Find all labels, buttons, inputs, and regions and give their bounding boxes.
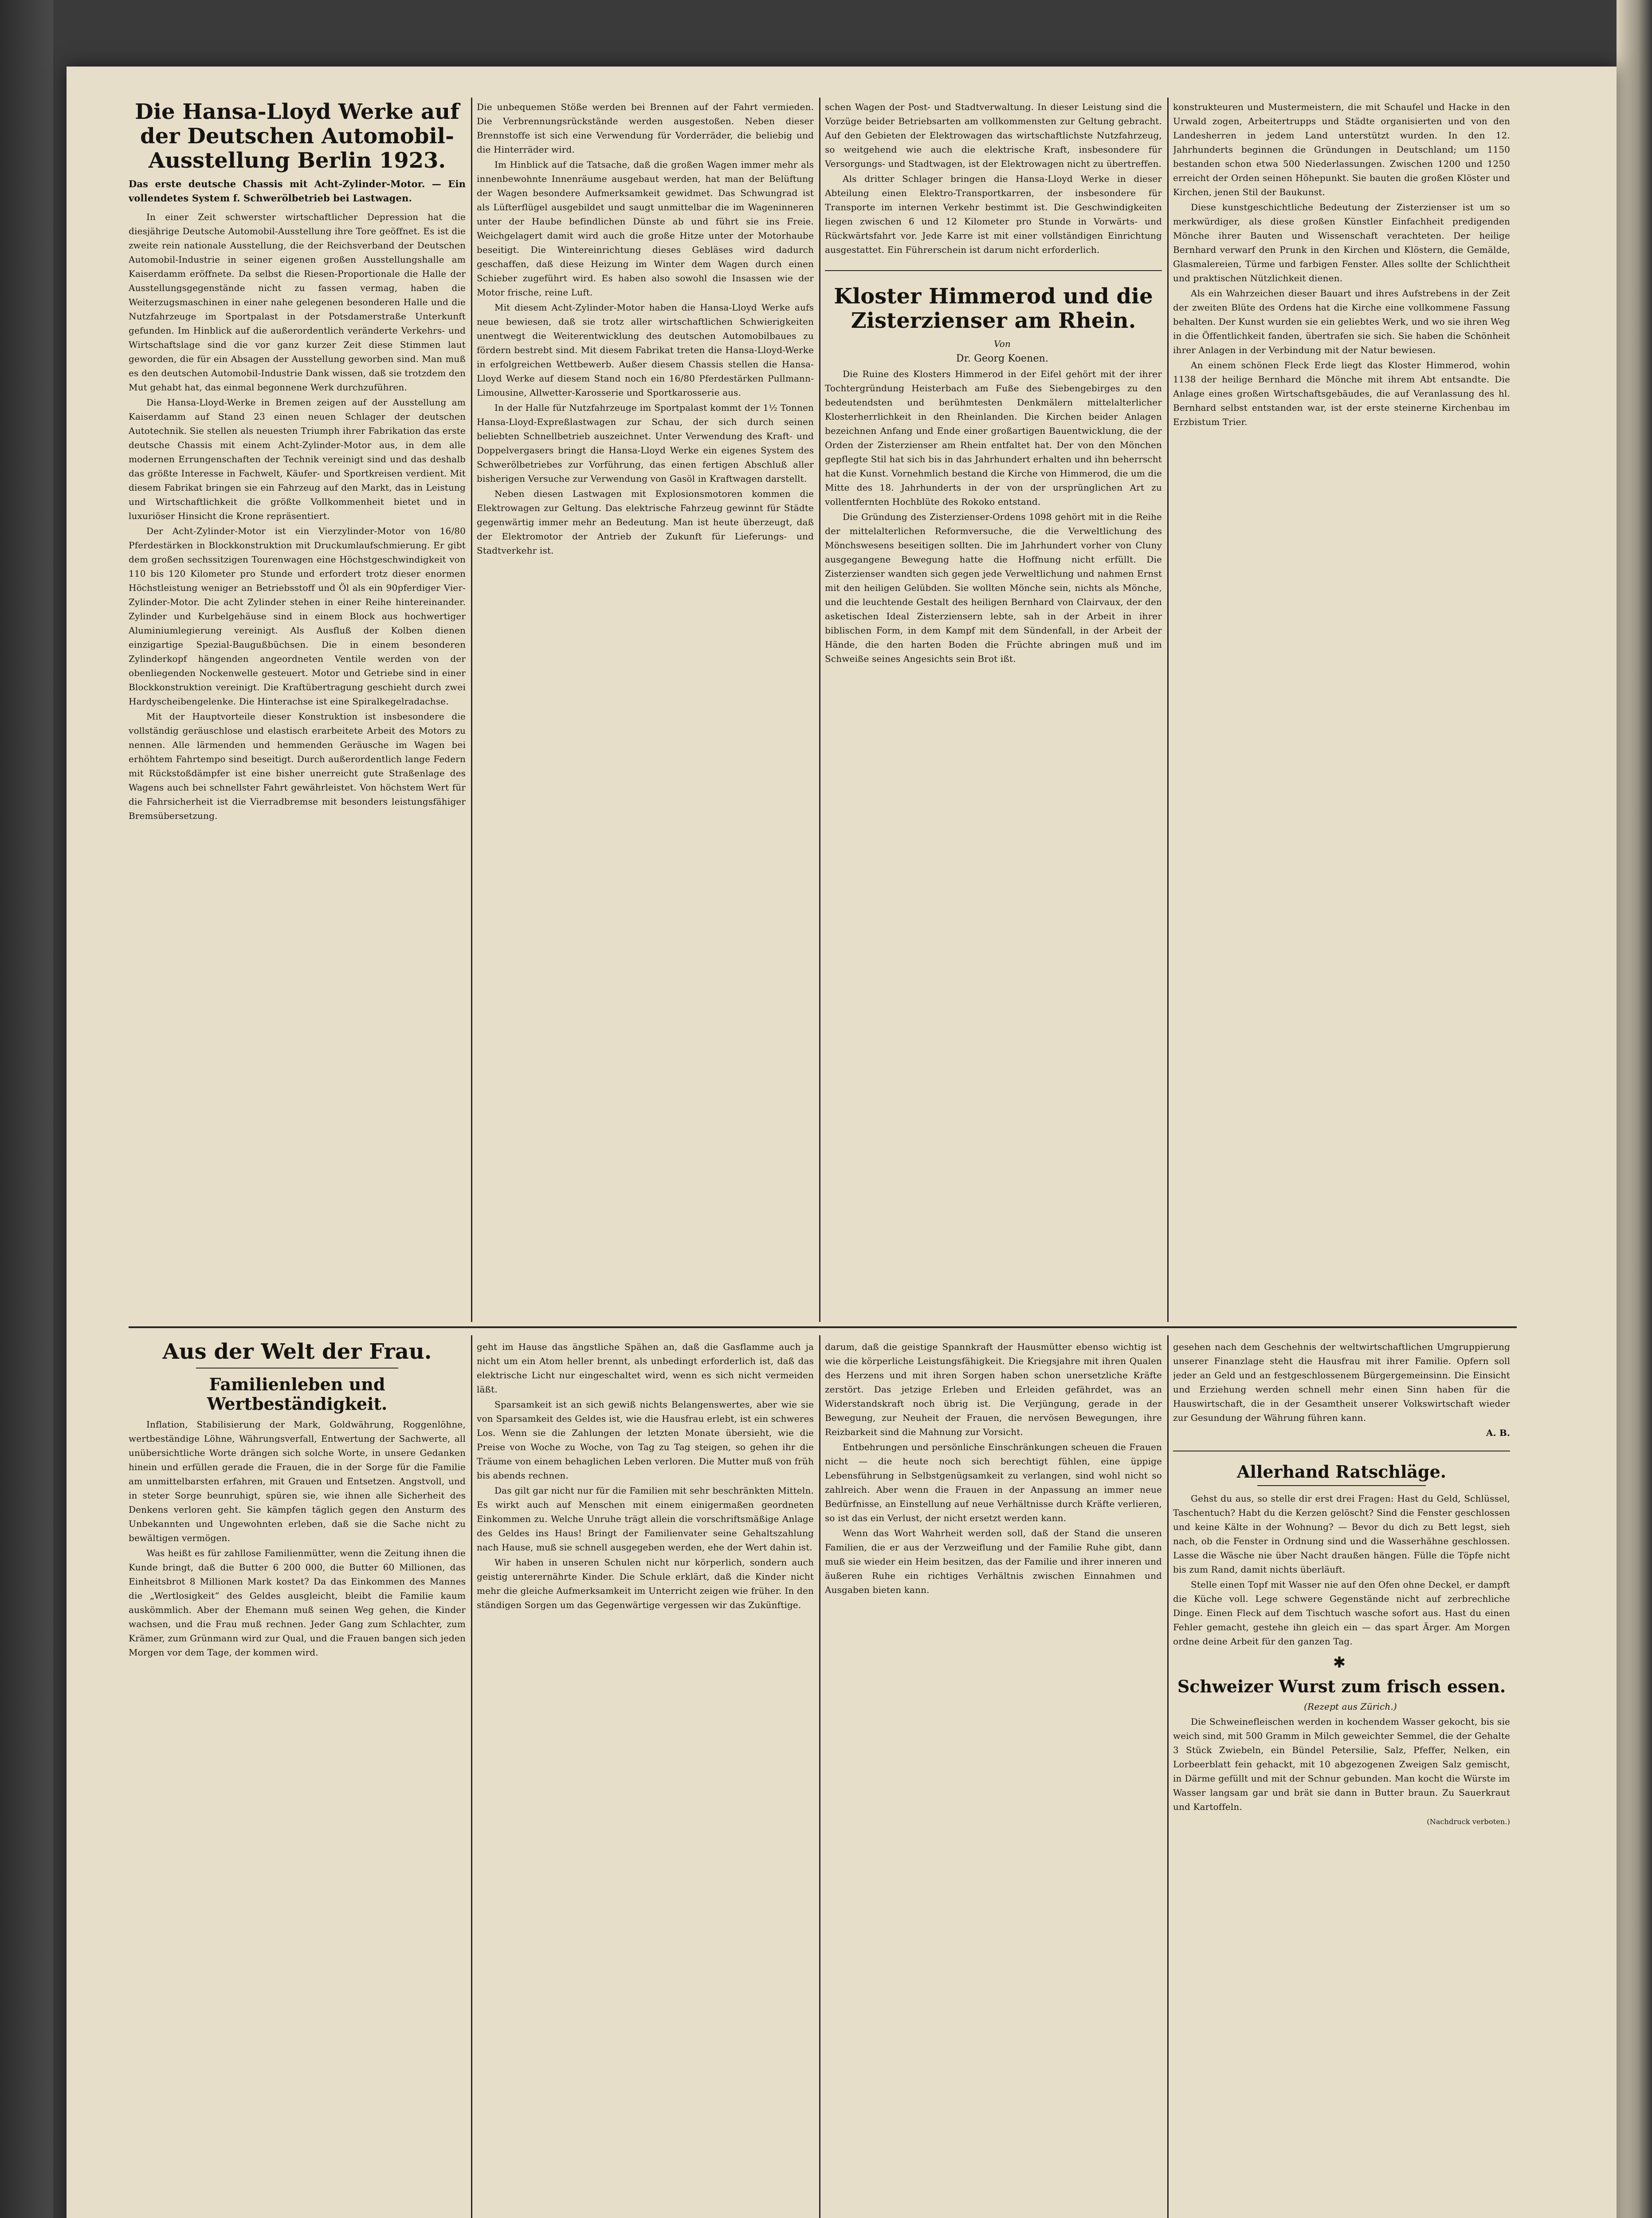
article-hansa-lloyd (129, 100, 466, 1315)
ornament-divider: ✱ (1333, 1653, 1350, 1671)
article-hansa-lloyd-continued (477, 100, 814, 1315)
article-column-3 (825, 100, 1162, 1315)
paragraph: Die Ruine des Klosters Himmerod in der Eifel gehört mit der ihrer Tochtergründung Heisterbach am Fuße des Siebengebirges zu den bedeutendsten und berühmtesten Denkmälern mittelalterlicher Klosterherrlichkeit in den Rheinlanden. Die Kirchen beider Anlagen bezeichnen Anfang und Ende einer großartigen Bauentwicklung, die der Orden der Zisterzienser am Rhein entfaltet hat. Der von den Mönchen gepflegte Stil hat sich bis in das Jahrhundert erhalten und ihn beherrscht hat die Kunst. Vornehmlich bestand die Kirche von Himmerod, die um die Mitte des 18. Jahrhunderts in der von der ursprünglichen Art zu vollentfernten Hochblüte des Rokoko entstand. (825, 369, 1162, 507)
paragraph: Die Schweinefleischen werden in kochendem Wasser gekocht, bis sie weich sind, mit 500 Gramm in Milch geweichter Semmel, die der Gehalte 3 Stück Zwiebeln, ein Bündel Petersilie, Salz, Pfeffer, Nelken, ein Lorbeerblatt fein gehackt, mit 10 abgezogenen Zweigen Salz gemischt, in Därme gefüllt und mit der Schnur gebunden. Man kocht die Würste im Wasser langsam gar und brät sie dann in Butter braun. Zu Sauerkraut und Kartoffeln. (1173, 1716, 1510, 1813)
column-rule (1167, 1335, 1169, 2218)
paragraph: Als dritter Schlager bringen die Hansa-Lloyd Werke in dieser Abteilung einen Elektro-Transportkarren, der insbesondere für Transporte im internen Verkehr bestimmt ist. Die Geschwindigkeiten liegen zwischen 6 und 12 Kilometer pro Stunde in Vorwärts- und Rückwärtsfahrt vor. Jede Karre ist mit einer vollständigen Einrichtung ausgestattet. Ein Führerschein ist darum nicht erforderlich. (825, 173, 1162, 255)
paragraph: An einem schönen Fleck Erde liegt das Kloster Himmerod, wohin 1138 der heilige Bernhard die Mönche mit ihrem Abt entsandte. Die Anlage eines großen Wirtschaftsgebäudes, die auf Veranlassung des hl. Bernhard selbst entstanden war, ist der erste steinerne Kirchenbau im Erzbistum Trier. (1173, 360, 1510, 427)
paragraph: Stelle einen Topf mit Wasser nie auf den Ofen ohne Deckel, er dampft die Küche voll. Lege schwere Gegenstände nicht auf zerbrechliche Dinge. Einen Fleck auf dem Tischtuch wasche sofort aus. Hast du einen Fehler gemacht, gestehe ihn gleich ein — das spart Ärger. Am Morgen ordne deine Arbeit für den ganzen Tag. (1173, 1579, 1510, 1647)
headline-familienleben: Familienleben und Wertbeständigkeit. (207, 1374, 388, 1414)
headline-schweizer-wurst: Schweizer Wurst zum frisch essen. (1177, 1676, 1506, 1696)
paragraph: Die Hansa-Lloyd-Werke in Bremen zeigen auf der Ausstellung am Kaiserdamm auf Stand 23 einen neuen Schlager der deutschen Autotechnik. Sie stellen als neuesten Triumph ihrer Fabrikation das erste deutsche Chassis mit einem Acht-Zylinder-Motor aus, in dem alle modernen Errungenschaften der Technik vereinigt sind und das deshalb das größte Interesse in Fachwelt, Käufer- und Sportkreisen verdient. Mit diesem Fabrikat bringen sie ein Fahrzeug auf den Markt, das in Leistung und Wirtschaftlichkeit die größte Vollkommenheit bietet und in luxuriöser Hinsicht die Krone repräsentiert. (129, 397, 466, 521)
recipe-origin: (Rezept aus Zürich.) (1304, 1701, 1397, 1712)
newspaper-page (67, 67, 1617, 2218)
section-rule (129, 1326, 1517, 1328)
title-underline (196, 1368, 398, 1369)
title-underline (1257, 1485, 1426, 1486)
headline-allerhand-ratschlaege: Allerhand Ratschläge. (1236, 1462, 1447, 1482)
lead-hansa-lloyd: Das erste deutsche Chassis mit Acht-Zylinder-Motor. — Ein vollendetes System f. Schwerölbetrieb bei Lastwagen. (129, 178, 466, 204)
article-separator (825, 270, 1162, 271)
paragraph: Als ein Wahrzeichen dieser Bauart und ihres Aufstrebens in der Zeit der zweiten Blüte des Ordens hat die Kirche eine vollkommene Fassung behalten. Der Kunst wurden sie ein geliebtes Werk, und wo sie ihren Weg in die Öffentlichkeit fanden, übertrafen sie sich. Sie haben die Schönheit ihrer Anlagen in der Verbindung mit der Natur bewiesen. (1173, 288, 1510, 355)
paragraph: Wir haben in unseren Schulen nicht nur körperlich, sondern auch geistig unterernährte Kinder. Die Schule erklärt, daß die Kinder nicht mehr die gleiche Aufmerksamkeit im Unterricht zeigen wie früher. In den ständigen Sorgen um das Gegenwärtige vergessen wir das Zukünftige. (477, 1557, 814, 1610)
article-familienleben-continued (477, 1340, 814, 2218)
paragraph: Mit diesem Acht-Zylinder-Motor haben die Hansa-Lloyd Werke aufs neue bewiesen, daß sie trotz aller wirtschaftlichen Schwierigkeiten unentwegt die Weiterentwicklung des deutschen Automobilbaues zu fördern bestrebt sind. Mit diesem Fabrikat treten die Hansa-Lloyd-Werke in erfolgreichen Wettbewerb. Außer diesem Chassis stellen die Hansa-Lloyd Werke auf diesem Stand noch ein 16/80 Pferdestärken Pullmann-Limousine, Allwetter-Karosserie und Sportkarosserie aus. (477, 302, 814, 398)
paragraph: darum, daß die geistige Spannkraft der Hausmütter ebenso wichtig ist wie die körperliche Leistungsfähigkeit. Die Kriegsjahre mit ihren Qualen des Herzens und mit ihren Sorgen haben schon unersetzliche Kräfte zerstört. Das jetzige Erleben und Erleiden gefährdet, was an Widerstandskraft noch übrig ist. Die Verjüngung, gerade in der Bewegung, zur Neuheit der Frauen, die nervösen Bewegungen, ihre Reizbarkeit sind die Mahnung zur Vorsicht. (825, 1341, 1162, 1437)
paragraph: Was heißt es für zahllose Familienmütter, wenn die Zeitung ihnen die Kunde bringt, daß die Butter 6 200 000, die Butter 60 Millionen, das Einheitsbrot 8 Millionen Mark kostet? Da das Einkommen des Mannes die „Wertlosigkeit“ des Geldes ausgleicht, bleibt die Familie kaum auskömmlich. Aber der Ehemann muß seinen Weg gehen, die Kinder wachsen, und die Frau muß rechnen. Jeder Gang zum Schlachter, zum Krämer, zum Grünmann wird zur Qual, und die Frauen bangen sich jeden Morgen vor dem Tage, der kommen wird. (129, 1547, 466, 1658)
column-rule (471, 98, 472, 1322)
article-familienleben (129, 1340, 466, 2218)
paragraph: In einer Zeit schwerster wirtschaftlicher Depression hat die diesjährige Deutsche Automobil-Ausstellung ihre Tore geöffnet. Es ist die zweite rein nationale Ausstellung, die der Reichsverband der Deutschen Automobil-Industrie in seiner eigenen großen Ausstellungshalle am Kaiserdamm eröffnete. Da selbst die Riesen-Proportionale die Halle der Ausstellungsgegenstände nicht zu fassen vermag, haben die Weiterzugsmaschinen in einer nahe gelegenen besonderen Halle und die Nutzfahrzeuge im Sportpalast in der Potsdamerstraße Unterkunft gefunden. Im Hinblick auf die außerordentlich veränderte Verkehrs- und Wirtschaftslage sind die vor ganz kurzer Zeit diese Stimmen laut geworden, die für ein Absagen der Ausstellung geworben sind. Man muß es den deutschen Automobil-Industrie Dank wissen, daß sie trotzdem den Mut gehabt hat, das einmal begonnene Werk durchzuführen. (129, 211, 466, 393)
paragraph: konstrukteuren und Mustermeistern, die mit Schaufel und Hacke in den Urwald zogen, Arbeitertrupps und Städte organisierten und von den Landesherren in jedem Land unterstützt wurden. In den 12. Jahrhunderts beginnen die Gründungen in Deutschland; um 1150 bestanden schon etwa 500 Niederlassungen. Zwischen 1200 und 1250 erreicht der Orden seinen Höhepunkt. Sie bauten die großen Klöster und Kirchen, jenen Stil der Baukunst. (1173, 102, 1510, 197)
paragraph: Das gilt gar nicht nur für die Familien mit sehr beschränkten Mitteln. Es wirkt auch auf Menschen mit einem einigermaßen geordneten Einkommen zu. Welche Unruhe trägt allein die vorschriftsmäßige Anlage des Geldes ins Haus! Bringt der Familienvater seine Gehaltszahlung nach Hause, muß sie schnell ausgegeben werden, ehe der Wert dahin ist. (477, 1485, 814, 1553)
paragraph: Der Acht-Zylinder-Motor ist ein Vierzylinder-Motor von 16/80 Pferdestärken in Blockkonstruktion mit Druckumlaufschmierung. Er gibt dem großen sechssitzigen Tourenwagen eine Höchstgeschwindigkeit von 110 bis 120 Kilometer pro Stunde und erfordert trotz dieser enormen Höchstleistung weniger an Betriebsstoff und Öl als ein 90pferdiger Vier-Zylinder-Motor. Die acht Zylinder stehen in einer Reihe hintereinander. Zylinder und Kurbelgehäuse sind in einem Block aus hochwertiger Aluminiumlegierung vereinigt. Als Ausfluß der Kolben dienen einzigartige Spezial-Baugußbüchsen. Die in einem besonderen Zylinderkopf hängenden angeordneten Ventile werden von der obenliegenden Nockenwelle gesteuert. Motor und Getriebe sind in einer Blockkonstruktion vereinigt. Die Kraftübertragung geschieht durch zwei Hardyscheibengelenke. Die Hinterachse ist eine Spiralkegelradachse. (129, 525, 466, 707)
paragraph: Entbehrungen und persönliche Einschränkungen scheuen die Frauen nicht — die heute noch sich berechtigt fühlen, eine üppige Lebensführung in Selbstgenügsamkeit zu verlangen, sind wohl nicht so zahlreich. Aber wenn die Frauen in der Anpassung an immer neue Bedürfnisse, an Einstellung auf neue Verhältnisse durch Kräfte verlieren, so ist das ein Verlust, der nicht ersetzt werden kann. (825, 1442, 1162, 1523)
column-rule (819, 98, 820, 1322)
paragraph: gesehen nach dem Geschehnis der weltwirtschaftlichen Umgruppierung unserer Finanzlage steht die Hausfrau mit ihrer Familie. Opfern soll jeder an Geld und an festgeschlossenem Bürgergemeinsinn. Die Einsicht und Erziehung werden schnell mehr einen Sinn haben für die Hauswirtschaft, die in der Gesamtheit unserer Volkswirtschaft wieder zur Gesundung der Währung führen kann. (1173, 1341, 1510, 1423)
paragraph: Im Hinblick auf die Tatsache, daß die großen Wagen immer mehr als innenbewohnte Innenräume ausgebaut werden, hat man der Belüftung der Wagen besondere Aufmerksamkeit gewidmet. Das Schwungrad ist als Lüfterflügel ausgebildet und saugt unmittelbar die im Wageninneren unter der Haube befindlichen Dünste ab und führt sie ins Freie. Weichgelagert damit wird auch die große Hitze unter der Motorhaube beseitigt. Die Wintereinrichtung dieses Gebläses wird dadurch geschaffen, daß diese Heizung im Winter dem Wagen durch einen Schieber zugeführt wird. Es haben also sowohl die Insassen wie der Motor frische, reine Luft. (477, 159, 814, 298)
paragraph: Wenn das Wort Wahrheit werden soll, daß der Stand die unseren Familien, die er aus der Verzweiflung und der Familie Ruhe gibt, dann muß sie wieder ein Heim besitzen, das der Familie und ihrer inneren und äußeren Ruhe ein richtiges Verhältnis zwischen Einnahmen und Ausgaben bieten kann. (825, 1528, 1162, 1595)
reprint-notice: (Nachdruck verboten.) (1427, 1817, 1510, 1826)
paragraph: Die unbequemen Stöße werden bei Brennen auf der Fahrt vermieden. Die Verbrennungsrückstände werden ausgestoßen. Neben dieser Brennstoffe ist sich eine Verwendung für Vorderräder, die beliebig und die Hinterräder wird. (477, 102, 814, 155)
page-edge-right (1617, 0, 1652, 2218)
paragraph: Inflation, Stabilisierung der Mark, Goldwährung, Roggenlöhne, wertbeständige Löhne, Währungsverfall, Entwertung der Sachwerte, all unübersichtliche Worte drängen sich solche Worte, in unsere Gedanken hinein und erfüllen gerade die Frauen, die in der Sorge für die Familie am unmittelbarsten erfahren, mit Grauen und Entsetzen. Angstvoll, und in steter Sorge beunruhigt, spüren sie, wie ihnen alle Sicherheit des Denkens verloren geht. Sie kämpfen täglich gegen den Ansturm des Unbekannten und Ungewohnten erleben, daß sie die Sache nicht zu bewältigen vermögen. (129, 1419, 466, 1543)
article-ratschlaege (1173, 1340, 1510, 2218)
column-rule (819, 1335, 820, 2218)
paragraph: Diese kunstgeschichtliche Bedeutung der Zisterzienser ist um so merkwürdiger, als diese großen Künstler Einfachheit predigenden Mönche ihrer Bauten und Wissenschaft verachteten. Der heilige Bernhard verwarf den Prunk in den Kirchen und Klöstern, die Gemälde, Glasmalereien, Türme und farbigen Fenster. Alles sollte der Schlichtheit und praktischen Nützlichkeit dienen. (1173, 202, 1510, 283)
column-rule (1167, 98, 1169, 1322)
article-familienleben-column-3 (825, 1340, 1162, 2218)
paragraph: In der Halle für Nutzfahrzeuge im Sportpalast kommt der 1½ Tonnen Hansa-Lloyd-Expreßlastwagen zur Schau, der sich durch seinen beliebten Schnellbetrieb auszeichnet. Unter Verwendung des Kraft- und Doppelvergasers bringt die Hansa-Lloyd Werke ein eigenes System des Schwerölbetriebes zur Vorführung, das einen fertigen Abschluß aller bisherigen Versuche zur Verwendung von Gasöl in Kraftwagen darstellt. (477, 402, 814, 484)
paragraph: Sparsamkeit ist an sich gewiß nichts Belangenswertes, aber wie sie von Sparsamkeit des Geldes ist, wie die Hausfrau erlebt, ist ein schweres Los. Wenn sie die Zahlungen der letzten Monate übersieht, wie die Preise von Woche zu Woche, von Tag zu Tag steigen, so gehen ihr die Träume von einem behaglichen Leben verloren. Die Mutter muß von früh bis abends rechnen. (477, 1399, 814, 1481)
paragraph: geht im Hause das ängstliche Spähen an, daß die Gasflamme auch ja nicht um ein Atom heller brennt, als unbedingt erforderlich ist, daß das elektrische Licht nur eingeschaltet wird, wenn es sich nicht vermeiden läßt. (477, 1341, 814, 1395)
paragraph: Neben diesen Lastwagen mit Explosionsmotoren kommen die Elektrowagen zur Geltung. Das elektrische Fahrzeug gewinnt für Städte gegenwärtig immer mehr an Bedeutung. Man ist heute überzeugt, daß der Elektromotor der Antrieb der Zukunft für Lieferungs- und Stadtverkehr ist. (477, 488, 814, 556)
paragraph: Mit der Hauptvorteile dieser Konstruktion ist insbesondere die vollständig geräuschlose und elastisch erarbeitete Arbeit des Motors zu nennen. Alle lärmenden und hemmenden Geräusche im Wagen bei erhöhtem Fahrtempo sind beseitigt. Durch außerordentlich lange Federn mit Rückstoßdämpfer ist eine bisher unerreicht gute Straßenlage des Wagens auch bei schnellster Fahrt gewährleistet. Von höchstem Wert für die Fahrsicherheit ist die Vierradbremse mit besonders leistungsfähiger Bremsübersetzung. (129, 711, 466, 821)
byline-von: Von (994, 338, 1011, 350)
headline-hansa-lloyd: Die Hansa-Lloyd Werke auf der Deutschen Automobil-Ausstellung Berlin 1923. (135, 100, 459, 173)
paragraph: schen Wagen der Post- und Stadtverwaltung. In dieser Leistung sind die Vorzüge beider Betriebsarten am vollkommensten zur Geltung gebracht. Auf den Gebieten der Elektrowagen das wirtschaftlichste Nutzfahrzeug, so weitgehend wie auch die elektrische Kraft, insbesondere für Versorgungs- und Stadtwagen, ist der Elektrowagen nicht zu übertreffen. (825, 102, 1162, 169)
section-title-welt-der-frau: Aus der Welt der Frau. (162, 1340, 432, 1364)
scan-background-left (0, 0, 53, 2218)
byline-author: Dr. Georg Koenen. (956, 353, 1049, 365)
signature: A. B. (1486, 1428, 1510, 1438)
headline-kloster-himmerod: Kloster Himmerod und die Zisterzienser am Rhein. (834, 284, 1153, 334)
column-rule (471, 1335, 472, 2218)
paragraph: Gehst du aus, so stelle dir erst drei Fragen: Hast du Geld, Schlüssel, Taschentuch? Habt du die Kerzen gelöscht? Sind die Fenster geschlossen und keine Kälte in der Wohnung? — Bevor du dich zu Bett legst, sieh nach, ob die Fenster in Ordnung sind und die Wasserhähne geschlossen. Lasse die Wäsche nie über Nacht draußen hängen. Fülle die Töpfe nicht bis zum Rand, damit nichts überläuft. (1173, 1493, 1510, 1575)
article-zisterzienser-continued (1173, 100, 1510, 1315)
paragraph: Die Gründung des Zisterzienser-Ordens 1098 gehört mit in die Reihe der mittelalterlichen Reformversuche, die die Verweltlichung des Mönchswesens beseitigen sollten. Die im Jahrhundert vorher von Cluny ausgegangene Bewegung hatte die Hoffnung nicht erfüllt. Die Zisterzienser wandten sich gegen jede Verweltlichung und nahmen Ernst mit den heiligen Gelübden. Sie wollten Mönche sein, nichts als Mönche, und die leuchtende Gestalt des heiligen Bernhard von Clairvaux, der den asketischen Ideal Zisterziensern lebte, sah in der Arbeit in ihrer biblischen Form, in dem Kampf mit dem Sündenfall, in der Arbeit der Hände, die den harten Boden die Früchte abringen muß und im Schweiße seines Angesichts sein Brot ißt. (825, 511, 1162, 665)
